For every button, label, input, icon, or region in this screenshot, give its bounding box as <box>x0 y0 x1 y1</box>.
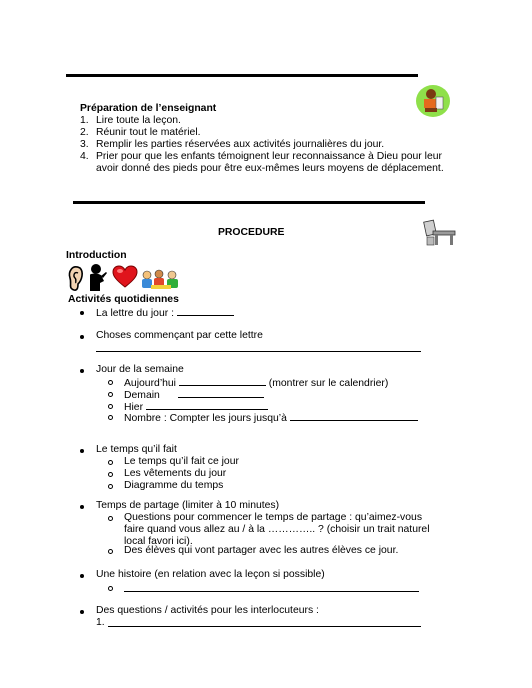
sub-bullet <box>108 472 113 477</box>
bullet <box>80 335 84 339</box>
question-number-1: 1. <box>96 617 105 628</box>
prep-item-4-cont: avoir donné des pieds pour être eux-mêmes leurs moyens de déplacement. <box>96 163 444 174</box>
weather-item-3: Diagramme du temps <box>124 480 224 491</box>
teacher-desk-icon <box>421 219 457 247</box>
sharing-q2: Des élèves qui vont partager avec les autres élèves ce jour. <box>124 545 399 556</box>
heart-icon <box>112 265 138 289</box>
bullet <box>80 574 84 578</box>
children-group-icon <box>139 268 183 292</box>
tomorrow-blank[interactable] <box>178 388 264 398</box>
prep-num-1: 1. <box>80 115 89 126</box>
bullet <box>80 311 84 315</box>
sub-bullet <box>108 484 113 489</box>
prep-item-4: Prier pour que les enfants témoignent leur reconnaissance à Dieu pour leur <box>96 151 442 162</box>
procedure-title: PROCEDURE <box>218 227 285 238</box>
sub-bullet <box>108 415 113 420</box>
sub-bullet <box>108 586 113 591</box>
story-blank[interactable] <box>124 591 419 592</box>
story-label: Une histoire (en relation avec la leçon si possible) <box>96 569 325 580</box>
prep-item-2: Réunir tout le matériel. <box>96 127 201 138</box>
prep-item-1: Lire toute la leçon. <box>96 115 181 126</box>
sub-bullet <box>108 460 113 465</box>
sharing-q1-line2: faire quand vous allez au / à la ………….. ? (choisir un trait naturel <box>124 524 430 535</box>
week-label: Jour de la semaine <box>96 364 184 375</box>
praying-child-icon <box>86 263 112 293</box>
letter-of-day-row <box>96 306 234 320</box>
questions-label: Des questions / activités pour les interlocuteurs : <box>96 605 319 616</box>
tomorrow-label: Demain <box>124 390 160 401</box>
sub-bullet <box>108 392 113 397</box>
things-blank[interactable] <box>96 351 421 352</box>
prep-title: Préparation de l’enseignant <box>80 103 217 114</box>
count-blank[interactable] <box>290 411 418 421</box>
weather-label: Le temps qu’il fait <box>96 444 177 455</box>
bullet <box>80 610 84 614</box>
section-rule <box>73 201 425 204</box>
ear-icon <box>66 264 86 292</box>
sub-bullet <box>108 380 113 385</box>
bullet <box>80 505 84 509</box>
today-note: (montrer sur le calendrier) <box>265 378 389 389</box>
activities-title: Activités quotidiennes <box>68 294 179 305</box>
today-blank[interactable] <box>179 376 266 386</box>
sub-bullet <box>108 549 113 554</box>
letter-of-day-blank[interactable] <box>177 306 234 316</box>
things-label: Choses commençant par cette lettre <box>96 330 263 341</box>
bullet <box>80 449 84 453</box>
yesterday-blank[interactable] <box>146 400 268 410</box>
weather-item-1: Le temps qu’il fait ce jour <box>124 456 239 467</box>
weather-item-2: Les vêtements du jour <box>124 468 227 479</box>
sharing-label: Temps de partage (limiter à 10 minutes) <box>96 500 280 511</box>
intro-label: Introduction <box>66 250 127 261</box>
sub-bullet <box>108 404 113 409</box>
today-label: Aujourd’hui <box>124 378 179 389</box>
prep-num-2: 2. <box>80 127 89 138</box>
prep-item-3: Remplir les parties réservées aux activités journalières du jour. <box>96 139 385 150</box>
question-1-blank[interactable] <box>108 626 421 627</box>
letter-of-day-label: La lettre du jour : <box>96 308 177 319</box>
count-label: Nombre : Compter les jours jusqu’à <box>124 413 290 424</box>
yesterday-label: Hier <box>124 402 146 413</box>
reading-child-icon <box>415 84 451 118</box>
prep-num-4: 4. <box>80 151 89 162</box>
sub-bullet <box>108 516 113 521</box>
top-rule <box>66 74 418 77</box>
prep-num-3: 3. <box>80 139 89 150</box>
count-row <box>124 411 418 425</box>
sharing-q1-line1: Questions pour commencer le temps de partage : qu’aimez-vous <box>124 512 422 523</box>
bullet <box>80 369 84 373</box>
sharing-q1-line3: local favori ici). <box>124 536 193 547</box>
